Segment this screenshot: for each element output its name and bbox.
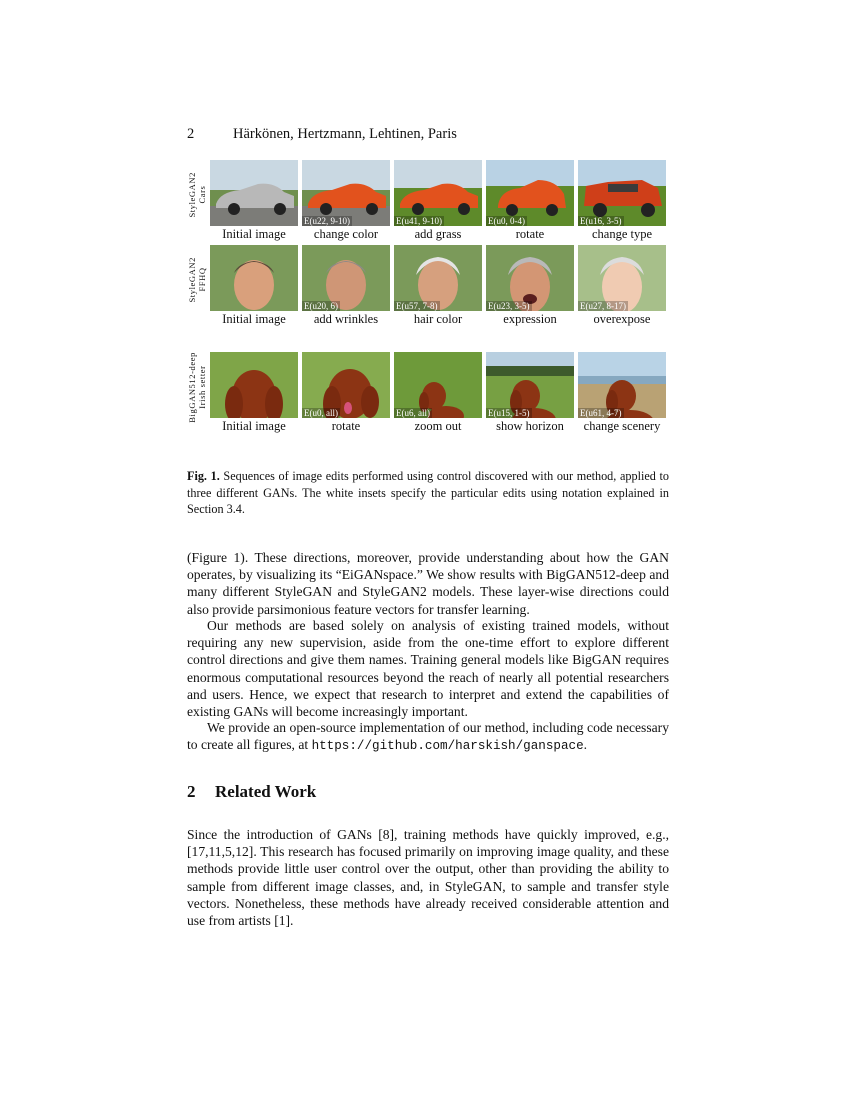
paragraph: Our methods are based solely on analysis of existing trained models, without requiring any new supervision, aside from the one-time effort to explore different control directions and give them names. Training general models like BigGAN requires enormous computational resources beyond the reach of nearly all potential researchers and users. Hence, we expect that research to interpret and extend the capabilities of existing GANs will become increasingly important.: [187, 618, 669, 720]
cell-caption: Initial image: [222, 227, 286, 241]
figure-row-dogs: [185, 352, 675, 452]
row-label: StyleGAN2 Cars: [187, 172, 207, 218]
cell-caption: overexpose: [593, 312, 651, 326]
figure-caption-text: Sequences of image edits performed using control discovered with our method, applied to three different GANs. The white insets specify the particular edits using notation explained in Section 3.4.: [187, 469, 669, 516]
page-number: 2: [187, 126, 195, 142]
face-image: [486, 245, 574, 311]
dog-image: [578, 352, 666, 418]
cell-caption: add grass: [414, 227, 462, 241]
figure-cell: [485, 352, 575, 434]
figure-row-faces: [185, 245, 675, 345]
cell-caption: hair color: [413, 312, 463, 326]
figure-caption-label: Fig. 1.: [187, 469, 220, 483]
edit-inset: E(u57, 7-8): [396, 301, 438, 311]
section-title: Related Work: [215, 782, 317, 801]
figure-cell: [393, 245, 483, 327]
face-image: [210, 245, 298, 311]
edit-inset: E(u23, 3-5): [488, 301, 530, 311]
figure-cell: [577, 245, 667, 327]
edit-inset: E(u20, 6): [304, 301, 338, 311]
edit-inset: E(u16, 3-5): [580, 216, 622, 226]
section-heading: [187, 782, 316, 802]
paragraph: Since the introduction of GANs [8], training methods have quickly improved, e.g., [17,11,5,12]. This research has focused primarily on improving image quality, and these methods provide little user control over the output, other than providing the ability to sample from different image classes, and, in StyleGAN, to sample and transfer style vectors. Nonetheless, these methods have already received considerable attention and use from artists [1].: [187, 827, 669, 929]
dog-image: [486, 352, 574, 418]
figure-cell: [209, 245, 299, 327]
cell-caption: Initial image: [222, 312, 286, 326]
cell-caption: add wrinkles: [313, 312, 379, 326]
figure-cell: [393, 160, 483, 242]
dog-image: [210, 352, 298, 418]
car-image: [486, 160, 574, 226]
car-image: [210, 160, 298, 226]
edit-inset: E(u0, 0-4): [488, 216, 525, 226]
paragraph: We provide an open-source implementation of our method, including code necessary to create all figures, at https://github.com/harskish/ganspace.: [187, 720, 669, 754]
figure-cell: [577, 352, 667, 434]
cell-caption: change type: [591, 227, 653, 241]
face-image: [394, 245, 482, 311]
figure-cell: [209, 352, 299, 434]
row-label: BigGAN512-deep Irish setter: [187, 351, 207, 423]
edit-inset: E(u6, all): [396, 408, 430, 418]
figure-cell: [301, 245, 391, 327]
edit-inset: E(u27, 8-17): [580, 301, 626, 311]
edit-inset: E(u0, all): [304, 408, 338, 418]
row-label: StyleGAN2 FFHQ: [187, 257, 207, 303]
repo-link[interactable]: https://github.com/harskish/ganspace: [311, 739, 584, 754]
car-image: [578, 160, 666, 226]
cell-caption: rotate: [515, 227, 545, 241]
figure-cell: [485, 160, 575, 242]
figure-cell: [577, 160, 667, 242]
figure-cell: [209, 160, 299, 242]
figure-cell: [485, 245, 575, 327]
car-image: [394, 160, 482, 226]
section-number: 2: [187, 782, 196, 801]
header-authors: Härkönen, Hertzmann, Lehtinen, Paris: [233, 126, 457, 142]
edit-inset: E(u22, 9-10): [304, 216, 350, 226]
cell-caption: change color: [313, 227, 379, 241]
cell-caption: Initial image: [222, 419, 286, 433]
dog-image: [302, 352, 390, 418]
edit-inset: E(u41, 9-10): [396, 216, 442, 226]
cell-caption: expression: [503, 312, 557, 326]
cell-caption: change scenery: [583, 419, 661, 433]
edit-inset: E(u15, 1-5): [488, 408, 530, 418]
figure-caption: [187, 468, 669, 518]
figure-cell: [393, 352, 483, 434]
edit-inset: E(u61, 4-7): [580, 408, 622, 418]
paragraph: (Figure 1). These directions, moreover, provide understanding about how the GAN operates, by visualizing its “EiGANspace.” We show results with BigGAN512-deep and many different StyleGAN and StyleGAN2 models. These layer-wise directions could also provide parsimonious feature vectors for transfer learning.: [187, 550, 669, 617]
cell-caption: show horizon: [496, 419, 564, 433]
car-image: [302, 160, 390, 226]
cell-caption: rotate: [331, 419, 361, 433]
face-image: [302, 245, 390, 311]
running-header: [187, 126, 457, 143]
face-image: [578, 245, 666, 311]
cell-caption: zoom out: [414, 419, 462, 433]
dog-image: [394, 352, 482, 418]
figure-cell: [301, 352, 391, 434]
figure-cell: [301, 160, 391, 242]
